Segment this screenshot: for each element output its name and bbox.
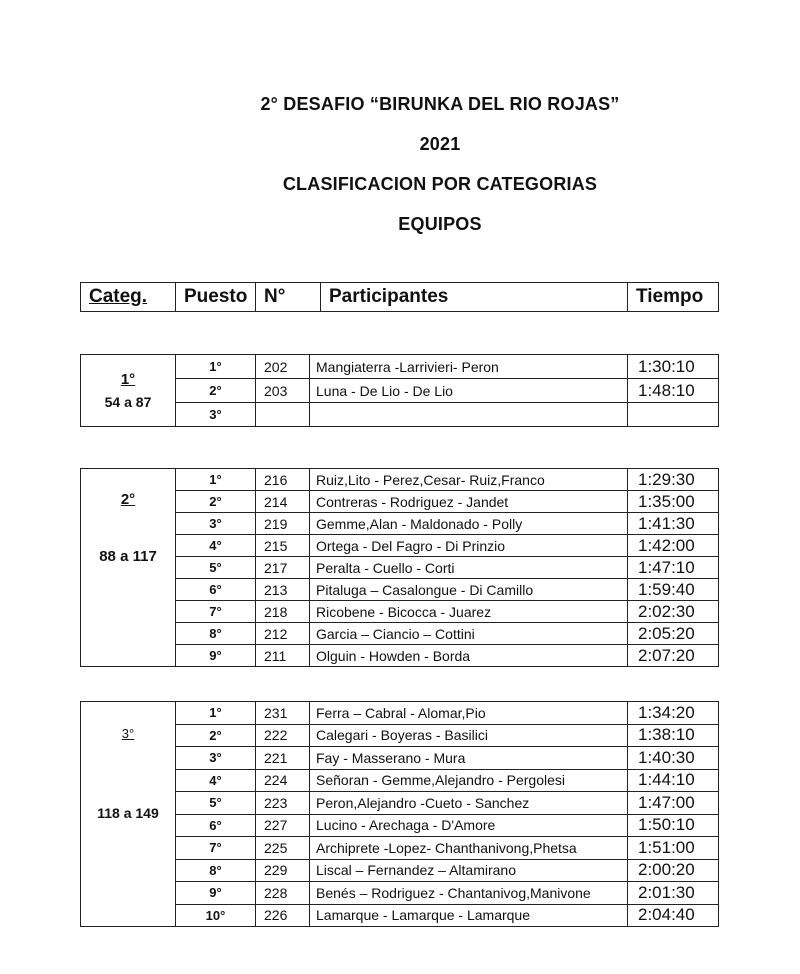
participants-cell: Señoran - Gemme,Alejandro - Pergolesi (310, 769, 628, 792)
bib-number-cell: 223 (256, 792, 310, 815)
participants-cell (310, 403, 628, 427)
time-cell: 1:50:10 (628, 814, 719, 837)
bib-number-cell: 213 (256, 579, 310, 601)
bib-number-cell: 224 (256, 769, 310, 792)
category-label: 3° (121, 726, 135, 741)
position-cell: 3° (176, 513, 256, 535)
time-cell (628, 403, 719, 427)
participants-cell: Fay - Masserano - Mura (310, 747, 628, 770)
bib-number-cell: 228 (256, 882, 310, 905)
position-cell: 6° (176, 579, 256, 601)
position-cell: 2° (176, 724, 256, 747)
category-label: 1° (120, 371, 136, 388)
category-range: 118 a 149 (97, 805, 159, 821)
participants-cell: Calegari - Boyeras - Basilici (310, 724, 628, 747)
bib-number-cell: 221 (256, 747, 310, 770)
bib-number-cell: 215 (256, 535, 310, 557)
table-row (81, 623, 719, 645)
table-row (81, 882, 719, 905)
time-cell: 1:51:00 (628, 837, 719, 860)
header-categ: Categ. (81, 283, 176, 312)
category-table-3 (80, 701, 719, 927)
title-line-event: 2° DESAFIO “BIRUNKA DEL RIO ROJAS” (260, 94, 620, 114)
table-row (81, 579, 719, 601)
table-row (81, 724, 719, 747)
participants-cell: Mangiaterra -Larrivieri- Peron (310, 355, 628, 379)
time-cell: 2:02:30 (628, 601, 719, 623)
time-cell: 1:38:10 (628, 724, 719, 747)
time-cell: 2:04:40 (628, 904, 719, 927)
participants-cell: Contreras - Rodriguez - Jandet (310, 491, 628, 513)
category-table-2 (80, 468, 719, 667)
participants-cell: Peron,Alejandro -Cueto - Sanchez (310, 792, 628, 815)
time-cell: 1:59:40 (628, 579, 719, 601)
table-row (81, 403, 719, 427)
position-cell: 8° (176, 859, 256, 882)
position-cell: 3° (176, 747, 256, 770)
position-cell: 6° (176, 814, 256, 837)
table-row (81, 469, 719, 491)
table-row (81, 859, 719, 882)
position-cell: 4° (176, 769, 256, 792)
table-row (81, 513, 719, 535)
participants-cell: Lamarque - Lamarque - Lamarque (310, 904, 628, 927)
time-cell: 1:44:10 (628, 769, 719, 792)
bib-number-cell: 217 (256, 557, 310, 579)
bib-number-cell: 216 (256, 469, 310, 491)
title-line-year: 2021 (419, 134, 461, 154)
bib-number-cell: 231 (256, 702, 310, 725)
bib-number-cell: 203 (256, 379, 310, 403)
position-cell: 1° (176, 355, 256, 379)
table-row (81, 535, 719, 557)
participants-cell: Archiprete -Lopez- Chanthanivong,Phetsa (310, 837, 628, 860)
position-cell: 3° (176, 403, 256, 427)
position-cell: 10° (176, 904, 256, 927)
table-row (81, 379, 719, 403)
position-cell: 7° (176, 601, 256, 623)
bib-number-cell: 214 (256, 491, 310, 513)
bib-number-cell: 219 (256, 513, 310, 535)
category-cell (81, 355, 176, 427)
position-cell: 5° (176, 557, 256, 579)
table-row (81, 837, 719, 860)
column-header-row (81, 283, 719, 312)
position-cell: 9° (176, 645, 256, 667)
position-cell: 2° (176, 379, 256, 403)
participants-cell: Pitaluga – Casalongue - Di Camillo (310, 579, 628, 601)
table-row (81, 814, 719, 837)
participants-cell: Ortega - Del Fagro - Di Prinzio (310, 535, 628, 557)
time-cell: 2:07:20 (628, 645, 719, 667)
table-row (81, 769, 719, 792)
time-cell: 1:48:10 (628, 379, 719, 403)
category-label: 2° (120, 491, 136, 508)
bib-number-cell: 222 (256, 724, 310, 747)
bib-number-cell: 212 (256, 623, 310, 645)
table-row (81, 645, 719, 667)
participants-cell: Ferra – Cabral - Alomar,Pio (310, 702, 628, 725)
position-cell: 8° (176, 623, 256, 645)
bib-number-cell: 227 (256, 814, 310, 837)
header-participantes: Participantes (321, 283, 628, 312)
time-cell: 1:34:20 (628, 702, 719, 725)
category-table-1 (80, 354, 719, 427)
participants-cell: Olguin - Howden - Borda (310, 645, 628, 667)
participants-cell: Gemme,Alan - Maldonado - Polly (310, 513, 628, 535)
time-cell: 1:29:30 (628, 469, 719, 491)
position-cell: 9° (176, 882, 256, 905)
bib-number-cell: 218 (256, 601, 310, 623)
time-cell: 1:40:30 (628, 747, 719, 770)
position-cell: 4° (176, 535, 256, 557)
participants-cell: Peralta - Cuello - Corti (310, 557, 628, 579)
position-cell: 1° (176, 469, 256, 491)
table-row (81, 747, 719, 770)
table-row (81, 702, 719, 725)
participants-cell: Garcia – Ciancio – Cottini (310, 623, 628, 645)
participants-cell: Benés – Rodriguez - Chantanivog,Manivone (310, 882, 628, 905)
title-line-teams: EQUIPOS (398, 214, 482, 234)
time-cell: 2:05:20 (628, 623, 719, 645)
category-range: 54 a 87 (104, 394, 152, 410)
participants-cell: Ruiz,Lito - Perez,Cesar- Ruiz,Franco (310, 469, 628, 491)
time-cell: 2:01:30 (628, 882, 719, 905)
header-numero: N° (256, 283, 321, 312)
document-title-block (0, 84, 800, 244)
title-line-classification: CLASIFICACION POR CATEGORIAS (282, 174, 598, 194)
participants-cell: Lucino - Arechaga - D'Amore (310, 814, 628, 837)
table-row (81, 491, 719, 513)
table-row (81, 792, 719, 815)
header-tiempo: Tiempo (628, 283, 719, 312)
time-cell: 1:30:10 (628, 355, 719, 379)
category-range: 88 a 117 (99, 548, 157, 565)
position-cell: 1° (176, 702, 256, 725)
header-puesto: Puesto (176, 283, 256, 312)
bib-number-cell: 211 (256, 645, 310, 667)
table-row (81, 557, 719, 579)
position-cell: 5° (176, 792, 256, 815)
time-cell: 1:35:00 (628, 491, 719, 513)
column-header-table (80, 282, 719, 312)
time-cell: 2:00:20 (628, 859, 719, 882)
time-cell: 1:41:30 (628, 513, 719, 535)
participants-cell: Luna - De Lio - De Lio (310, 379, 628, 403)
time-cell: 1:47:00 (628, 792, 719, 815)
time-cell: 1:42:00 (628, 535, 719, 557)
bib-number-cell: 226 (256, 904, 310, 927)
bib-number-cell (256, 403, 310, 427)
category-cell (81, 702, 176, 927)
table-row (81, 355, 719, 379)
table-row (81, 601, 719, 623)
category-cell (81, 469, 176, 667)
bib-number-cell: 229 (256, 859, 310, 882)
time-cell: 1:47:10 (628, 557, 719, 579)
table-row (81, 904, 719, 927)
bib-number-cell: 202 (256, 355, 310, 379)
position-cell: 2° (176, 491, 256, 513)
participants-cell: Liscal – Fernandez – Altamirano (310, 859, 628, 882)
participants-cell: Ricobene - Bicocca - Juarez (310, 601, 628, 623)
position-cell: 7° (176, 837, 256, 860)
bib-number-cell: 225 (256, 837, 310, 860)
